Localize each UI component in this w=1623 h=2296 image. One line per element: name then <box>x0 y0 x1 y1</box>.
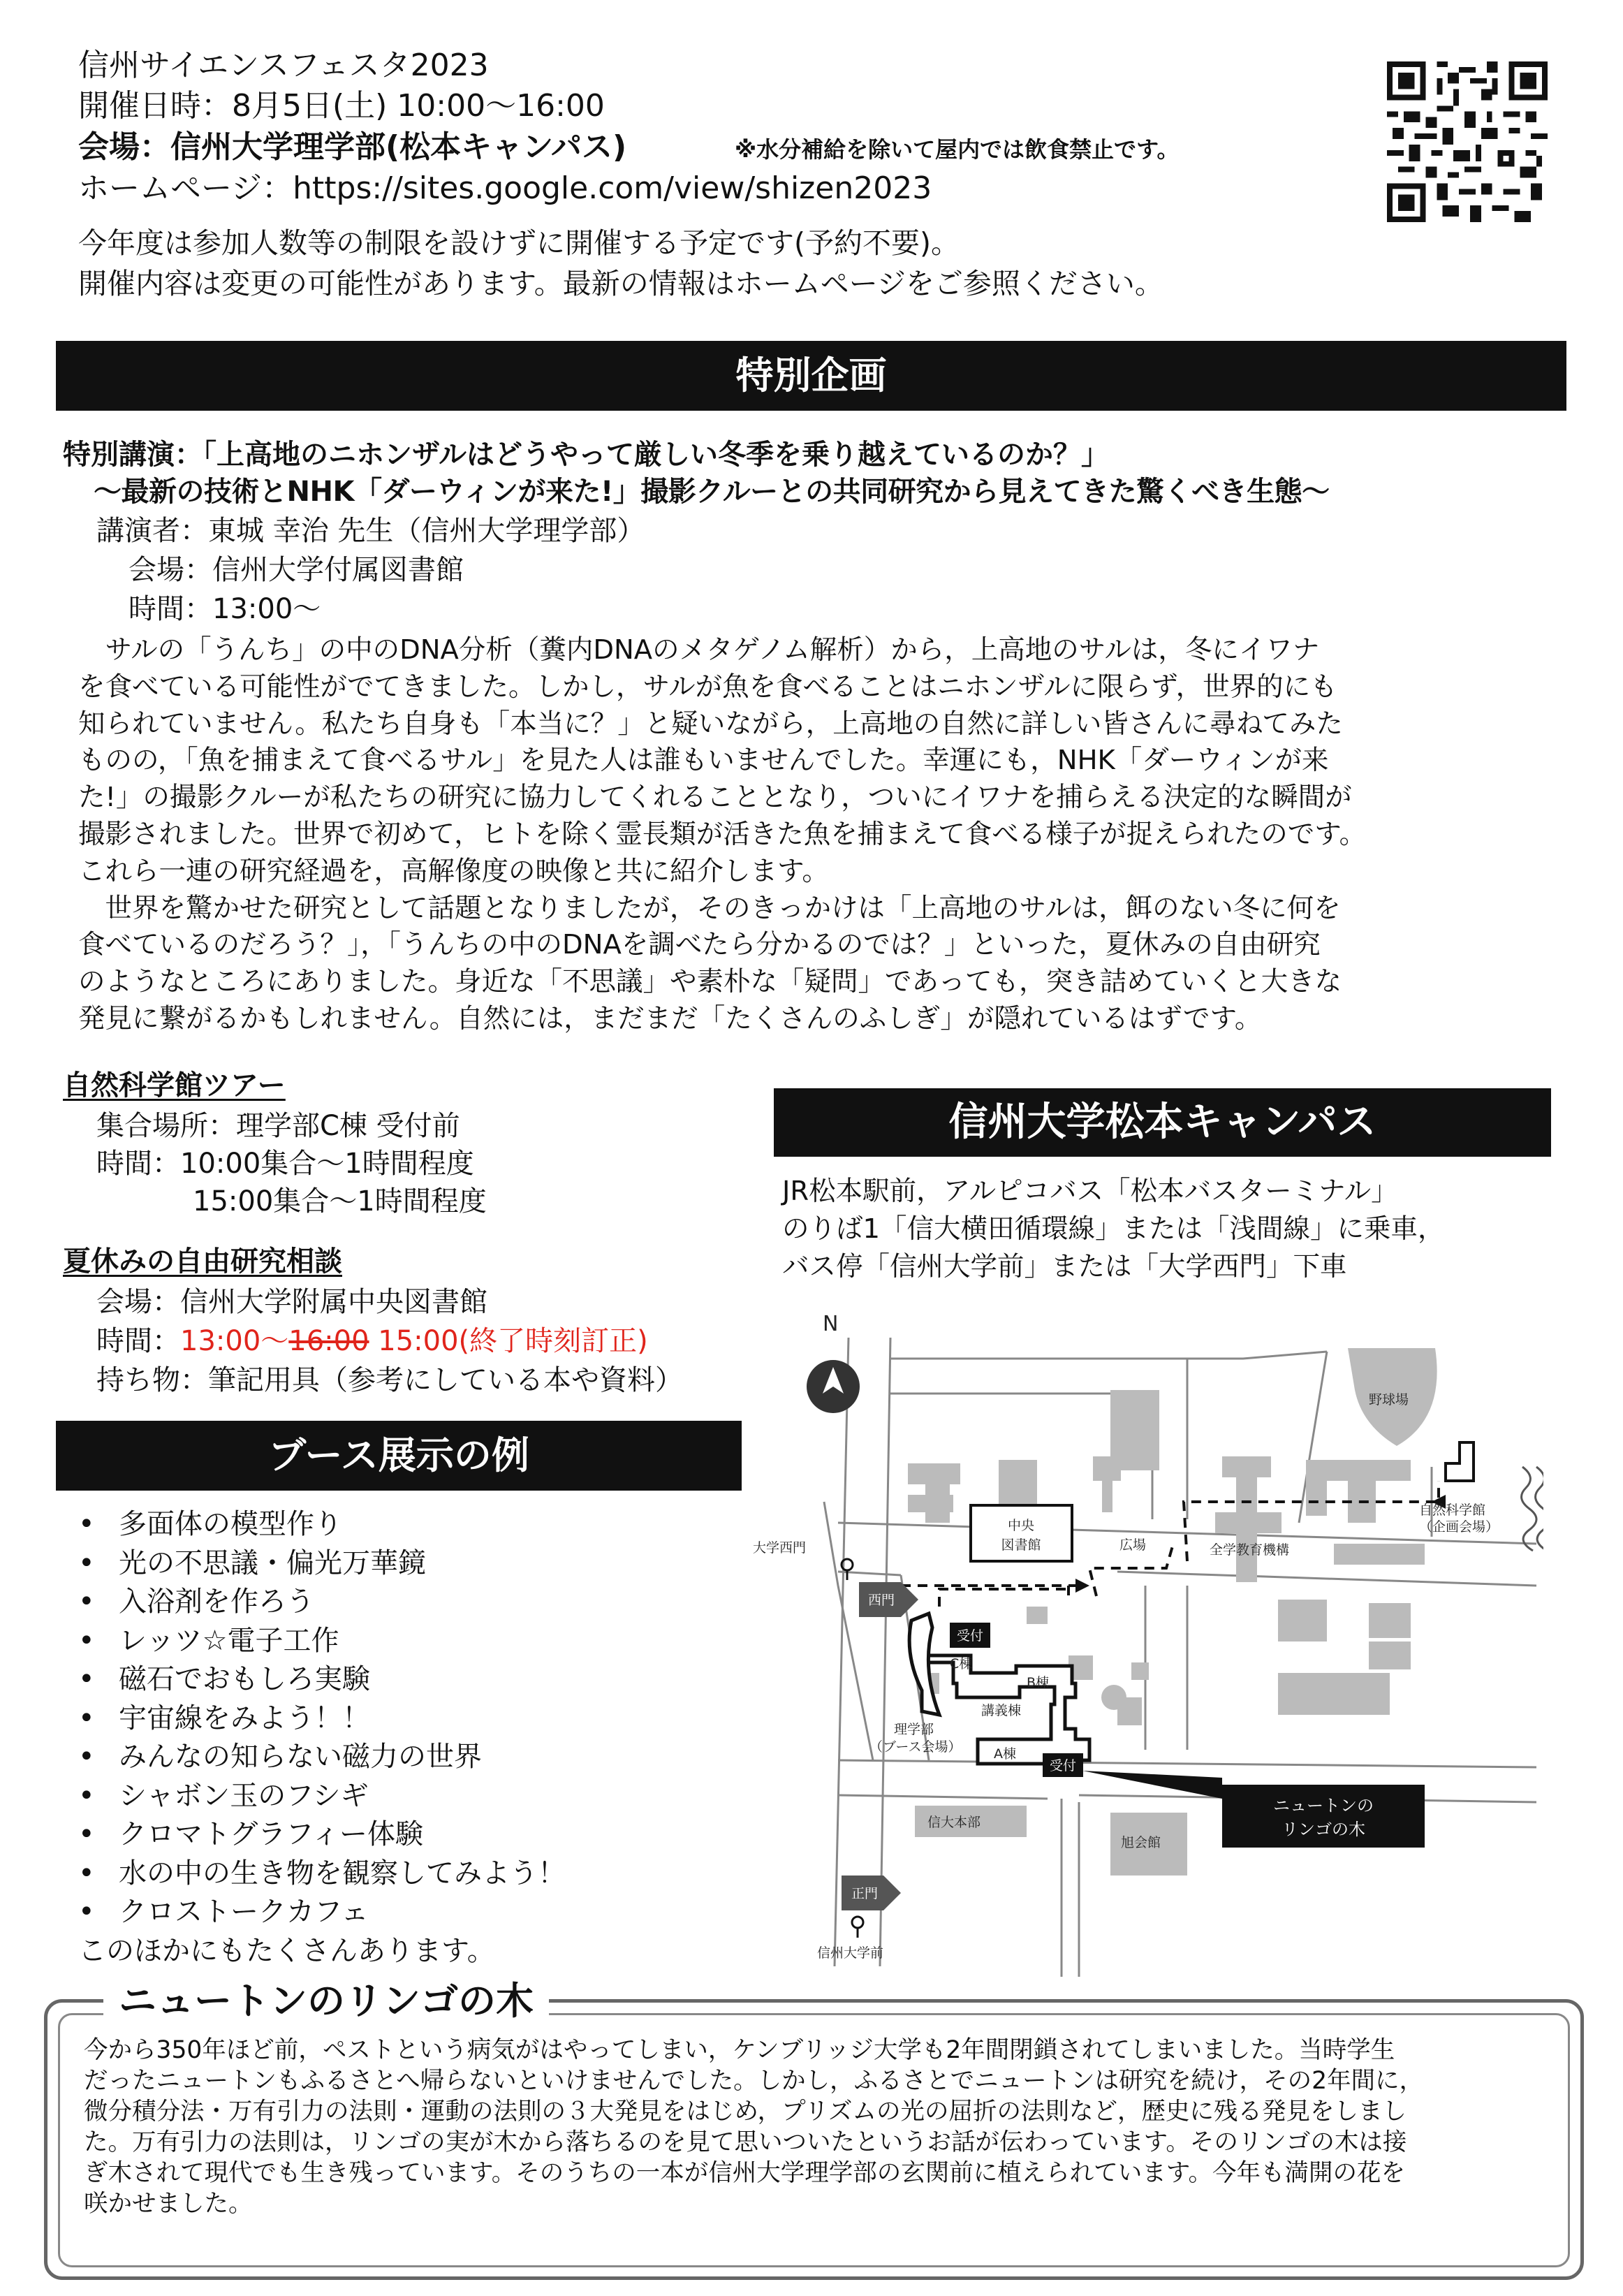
plaza-label: 広場 <box>1119 1537 1147 1553</box>
campus-map <box>740 1299 1543 1984</box>
notice-line-2: 開催内容は変更の可能性があります。最新の情報はホームページをご参照ください。 <box>78 267 1163 300</box>
paragraph-line: サルの「うんち」の中のDNA分析（糞内DNAのメタゲノム解析）から，上高地のサルは，冬にイワナ <box>78 634 1320 666</box>
map-road <box>890 1352 1327 1359</box>
map-road <box>835 1338 849 1966</box>
consult-time-old-end: 16:00 <box>288 1325 369 1357</box>
consult-time-label: 時間： <box>96 1325 180 1357</box>
consult-place: 会場：信州大学附属中央図書館 <box>96 1286 487 1318</box>
museum-label: 自然科学館 <box>1419 1502 1486 1518</box>
newton-heading: ニュートンのリンゴの木 <box>103 1977 549 2026</box>
booth-item: • 磁石でおもしろ実験 <box>73 1660 566 1699</box>
booth-item: • 宇宙線をみよう！！ <box>73 1699 566 1739</box>
lecture-description <box>78 632 1552 1038</box>
booth-venue-label: （ブース会場） <box>869 1739 962 1755</box>
tour-time-1: 時間：10:00集合〜1時間程度 <box>96 1148 474 1180</box>
booth-item: • 水の中の生き物を観察してみよう！ <box>73 1855 566 1894</box>
callout-pointer <box>1082 1771 1222 1799</box>
map-road <box>838 1760 1536 1767</box>
venue-note: ※水分補給を除いて屋内では飲食禁止です。 <box>735 136 1180 163</box>
newton-line: 咲かせました。 <box>84 2190 253 2218</box>
main-gate-stop-label: 信州大学前 <box>817 1945 884 1961</box>
lecture-subtitle: 〜最新の技術とNHK「ダーウィンが来た!」撮影クルーとの共同研究から見えてきた驚くべき生態〜 <box>94 476 1330 508</box>
map-building <box>1369 1603 1411 1638</box>
paragraph-line: のようなところにありました。身近な「不思議」や素朴な「疑問」であっても，突き詰めていくと大きな <box>78 966 1342 998</box>
faculty-label: 理学部 <box>894 1722 934 1737</box>
map-building <box>1278 1673 1390 1715</box>
lecture-bldg-label: 講義棟 <box>981 1703 1022 1718</box>
west-gate-stop-label: 大学西門 <box>753 1540 807 1556</box>
special-heading: 特別企画 <box>56 341 1566 411</box>
campus-access-1: JR松本駅前，アルピコバス「松本バスターミナル」 <box>782 1176 1398 1207</box>
callout-line-2: リンゴの木 <box>1281 1820 1365 1839</box>
booth-item: • レッツ☆電子工作 <box>73 1622 566 1661</box>
booth-item: • クロストークカフェ <box>73 1893 566 1932</box>
paragraph-line: を食べている可能性がでてきました。しかし，サルが魚を食べることはニホンザルに限らず，世界的にも <box>78 671 1337 703</box>
callout-line-1: ニュートンの <box>1273 1796 1374 1815</box>
campus-access-2: のりば1「信大横田循環線」または「浅間線」に乗車， <box>782 1213 1445 1245</box>
tour-title: 自然科学館ツアー <box>63 1069 286 1102</box>
general-ed-label: 全学教育機構 <box>1210 1542 1290 1558</box>
newton-line: 今から350年ほど前，ペストという病気がはやってしまい，ケンブリッジ大学も2年間閉鎖されてしまいました。当時学生 <box>84 2036 1395 2064</box>
newton-description <box>84 2035 1423 2219</box>
event-date: 開催日時：8月5日(土) 10:00〜16:00 <box>78 88 605 124</box>
reception-label-a: 受付 <box>1049 1758 1077 1774</box>
booth-item: • シャボン玉のフシギ <box>73 1777 566 1816</box>
map-building <box>999 1460 1037 1509</box>
newton-line: ぎ木されて現代でも生き残っています。そのうちの一本が信州大学理学部の玄関前に植えられています。今年も満開の花を <box>84 2159 1405 2187</box>
consult-title: 夏休みの自由研究相談 <box>63 1245 342 1278</box>
museum-note-label: （企画会場） <box>1419 1519 1499 1535</box>
north-label: N <box>823 1312 839 1336</box>
lecture-title: 特別講演：「上高地のニホンザルはどうやって厳しい冬季を乗り越えているのか？」 <box>63 439 1109 471</box>
lecture-time: 時間：13:00〜 <box>128 593 321 625</box>
headquarters-label: 信大本部 <box>927 1815 981 1830</box>
booth-item: • みんなの知らない磁力の世界 <box>73 1738 566 1777</box>
paragraph-line: 発見に繋がるかもしれません。自然には，まだまだ「たくさんのふしぎ」が隠れているはずです。 <box>78 1002 1262 1034</box>
map-building <box>1334 1544 1425 1565</box>
paragraph-line: 食べているのだろう？」，「うんちの中のDNAを調べたら分かるのでは？」といった，夏休みの自由研究 <box>78 929 1321 961</box>
paragraph-line: 知られていません。私たち自身も「本当に？」と疑いながら，上高地の自然に詳しい皆さんに尋ねてみた <box>78 708 1343 740</box>
map-route <box>939 1589 1068 1607</box>
map-tree <box>1101 1685 1126 1710</box>
map-river <box>1536 1467 1543 1551</box>
map-museum <box>1446 1442 1474 1481</box>
booth-item: • 多面体の模型作り <box>73 1505 566 1544</box>
map-central-library <box>971 1505 1072 1561</box>
event-venue: 会場：信州大学理学部(松本キャンパス) <box>78 129 627 165</box>
booth-heading: ブース展示の例 <box>56 1421 742 1491</box>
consult-time-start: 13:00〜 <box>180 1325 289 1357</box>
map-building <box>1027 1607 1048 1624</box>
tour-meeting: 集合場所：理学部C棟 受付前 <box>96 1110 460 1142</box>
lecture-speaker: 講演者：東城 幸治 先生（信州大学理学部） <box>96 515 645 547</box>
map-building <box>1131 1662 1149 1680</box>
library-label-2: 図書館 <box>1001 1537 1041 1553</box>
bldg-c-label: C棟 <box>950 1656 973 1672</box>
map-building <box>908 1495 953 1512</box>
booth-item: • クロマトグラフィー体験 <box>73 1815 566 1855</box>
event-name: 信州サイエンスフェスタ2023 <box>78 47 489 83</box>
booth-footer: このほかにもたくさんあります。 <box>78 1935 495 1967</box>
map-building <box>1215 1512 1281 1533</box>
qr-code[interactable] <box>1387 61 1548 222</box>
newton-line: 微分積分法・万有引力の法則・運動の法則の３大発見をはじめ，プリズムの光の屈折の法則など，歴史に残る発見をしまし <box>84 2098 1407 2126</box>
booth-item: • 入浴剤を作ろう <box>73 1583 566 1622</box>
map-road <box>824 1502 873 1760</box>
map-building <box>1222 1456 1271 1477</box>
consult-time-new-end: 15:00(終了時刻訂正) <box>369 1325 648 1357</box>
library-label-1: 中央 <box>1007 1518 1035 1533</box>
booth-item: • 光の不思議・偏光万華鏡 <box>73 1544 566 1584</box>
map-building <box>1278 1600 1327 1641</box>
west-gate-label: 西門 <box>867 1593 895 1608</box>
map-building <box>925 1463 950 1523</box>
route-arrow-icon <box>1075 1579 1089 1593</box>
notice-line-1: 今年度は参加人数等の制限を設けずに開催する予定です(予約不要)。 <box>78 226 960 260</box>
map-building <box>1369 1641 1411 1669</box>
map-road <box>880 1338 890 1966</box>
homepage-link[interactable]: ホームページ：https://sites.google.com/view/shizen2023 <box>78 170 932 206</box>
map-road <box>1117 1572 1536 1586</box>
lecture-place: 会場：信州大学付属図書館 <box>128 554 464 586</box>
map-building <box>1102 1481 1112 1512</box>
map-road <box>838 1795 1048 1799</box>
paragraph-line: 世界を驚かせた研究として話題となりましたが，そのきっかけは「上高地のサルは，餌のない冬に何を <box>78 892 1341 924</box>
reception-label-c: 受付 <box>956 1628 984 1644</box>
main-gate-label: 正門 <box>851 1886 879 1901</box>
bus-stop-icon <box>852 1917 863 1928</box>
consult-time <box>96 1323 648 1359</box>
tour-time-2: 15:00集合〜1時間程度 <box>193 1185 487 1218</box>
paragraph-line: た!」の撮影クルーが私たちの研究に協力してくれることとなり，ついにイワナを捕らえる決定的な瞬間が <box>78 782 1352 814</box>
map-building <box>1110 1390 1159 1470</box>
campus-heading: 信州大学松本キャンパス <box>774 1088 1551 1157</box>
baseball-label: 野球場 <box>1369 1392 1409 1407</box>
map-building <box>1306 1460 1327 1516</box>
paragraph-line: これら一連の研究経過を，高解像度の映像と共に紹介します。 <box>78 855 829 887</box>
asahi-hall-label: 旭会館 <box>1121 1835 1161 1850</box>
bldg-a-label: A棟 <box>994 1746 1016 1762</box>
map-river <box>1522 1467 1536 1551</box>
booth-list <box>73 1505 566 1932</box>
consult-belongings: 持ち物：筆記用具（参考にしている本や資料） <box>96 1364 683 1396</box>
paragraph-line: 撮影されました。世界で初めて，ヒトを除く霊長類が活きた魚を捕まえて食べる様子が捉えられたのです。 <box>78 818 1367 850</box>
bldg-b-label: B棟 <box>1027 1675 1050 1690</box>
newton-line: だったニュートンもふるさとへ帰らないといけませんでした。しかし，ふるさとでニュートンは研究を続け，その2年間に， <box>84 2067 1424 2095</box>
campus-access-3: バス停「信州大学前」または「大学西門」下車 <box>782 1251 1347 1282</box>
paragraph-line: ものの，「魚を捕まえて食べるサル」を見た人は誰もいませんでした。幸運にも，NHK「ダーウィンが来 <box>78 745 1329 777</box>
newton-line: た。万有引力の法則は，リンゴの実が木から落ちるのを見て思いついたというお話が伝わっています。そのリンゴの木は接 <box>84 2128 1407 2156</box>
